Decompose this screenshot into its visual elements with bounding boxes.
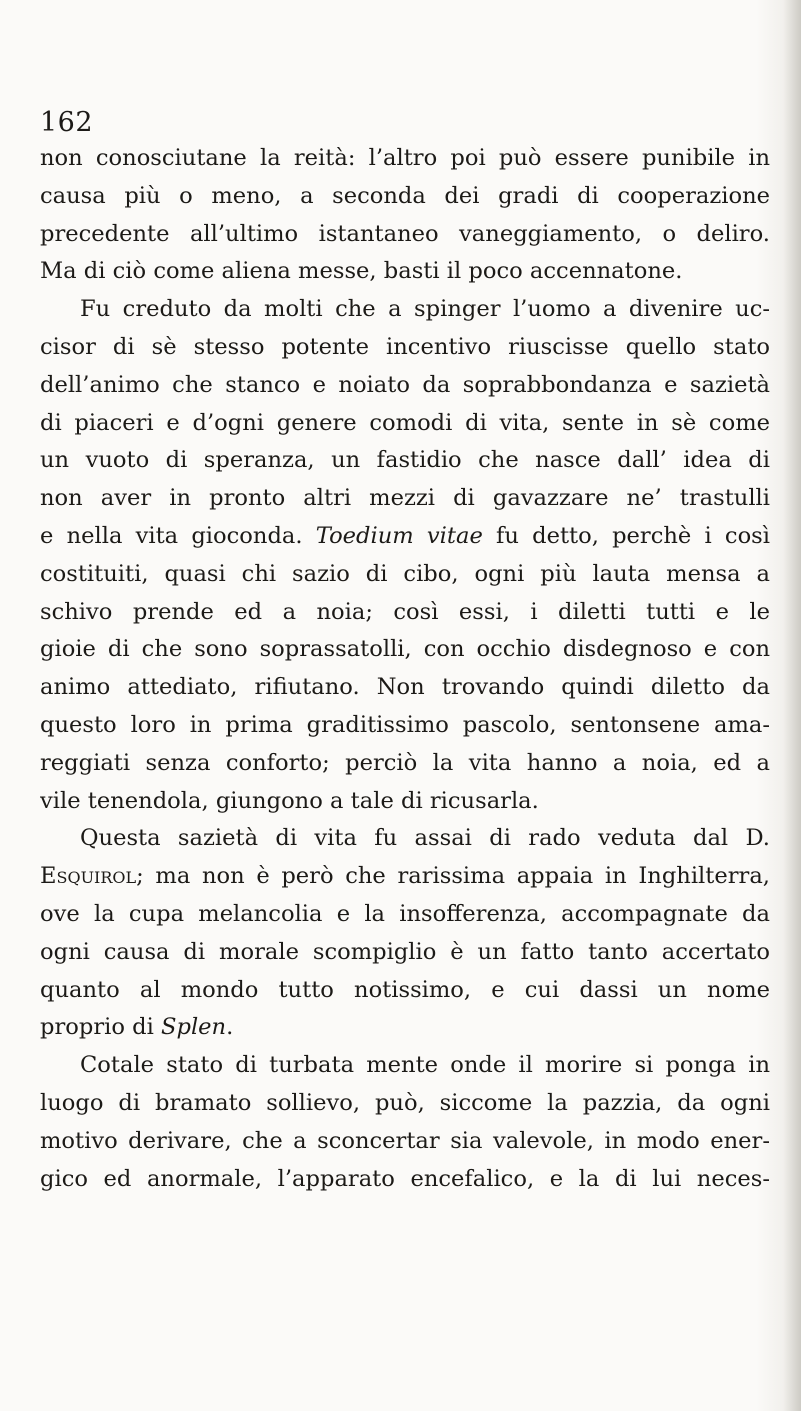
text-line: questo loro in prima graditissimo pascolo, sentonsene ama- [40,711,770,738]
text-line: gico ed anormale, l’apparato encefalico, e la di lui neces- [40,1165,770,1192]
text-line: dell’animo che stanco e noiato da soprabbondanza e sazietà [40,371,770,398]
text-line: vile tenendola, giungono a tale di ricusarla. [40,787,539,814]
text-line: Ma di ciò come aliena messe, basti il poco accennatone. [40,258,683,285]
line-text: e nella vita gioconda. [40,522,316,549]
paragraph-start-line: Cotale stato di turbata mente onde il morire si ponga in [80,1052,770,1079]
text-line: non aver in pronto altri mezzi di gavazzare ne’ trastulli [40,485,770,512]
text-line: ogni causa di morale scompiglio è un fatto tanto accertato [40,938,770,965]
text-line [40,1009,770,1047]
term-splen: Splen [161,1014,227,1041]
text-line: di piaceri e d’ogni genere comodi di vita, sente in sè come [40,409,770,436]
text-line: reggiati senza conforto; perciò la vita hanno a noia, ed a [40,749,770,776]
text-line: cisor di sè stesso potente incentivo riuscisse quello stato [40,333,770,360]
text-line: precedente all’ultimo istantaneo vaneggiamento, o deliro. [40,220,770,247]
text-line: luogo di bramato sollievo, può, siccome la pazzia, da ogni [40,1089,770,1116]
text-line: schivo prende ed a noia; così essi, i diletti tutti e le [40,598,770,625]
line-text: proprio di [40,1014,162,1041]
text-line: costituiti, quasi chi sazio di cibo, ogni più lauta mensa a [40,560,770,587]
line-text: ; ma non è però che rarissima appaia in Inghilterra, [136,863,770,890]
text-line: animo attediato, rifiutano. Non trovando quindi diletto da [40,674,770,701]
author-name: Esquirol [40,863,137,890]
body-text [40,140,770,1198]
page-number: 162 [40,107,94,138]
text-line: quanto al mondo tutto notissimo, e cui dassi un nome [40,976,770,1003]
latin-term: Toedium vitae [315,522,483,549]
text-line: motivo derivare, che a sconcertar sia valevole, in modo ener- [40,1127,770,1154]
text-line: un vuoto di speranza, un fastidio che nasce dall’ idea di [40,447,770,474]
line-text: . [226,1014,234,1041]
text-line: gioie di che sono soprassatolli, con occhio disdegnoso e con [40,636,770,663]
text-line [40,518,770,556]
line-text: fu detto, perchè i così [482,522,770,549]
text-line: non conosciutane la reità: l’altro poi può essere punibile in [40,145,770,171]
paragraph-start-line: Questa sazietà di vita fu assai di rado veduta dal D. [80,825,770,852]
paragraph-start-line: Fu creduto da molti che a spinger l’uomo a divenire uc- [80,296,770,323]
text-line [40,858,770,896]
text-line: ove la cupa melancolia e la insofferenza, accompagnate da [40,900,770,927]
text-line: causa più o meno, a seconda dei gradi di cooperazione [40,182,770,209]
